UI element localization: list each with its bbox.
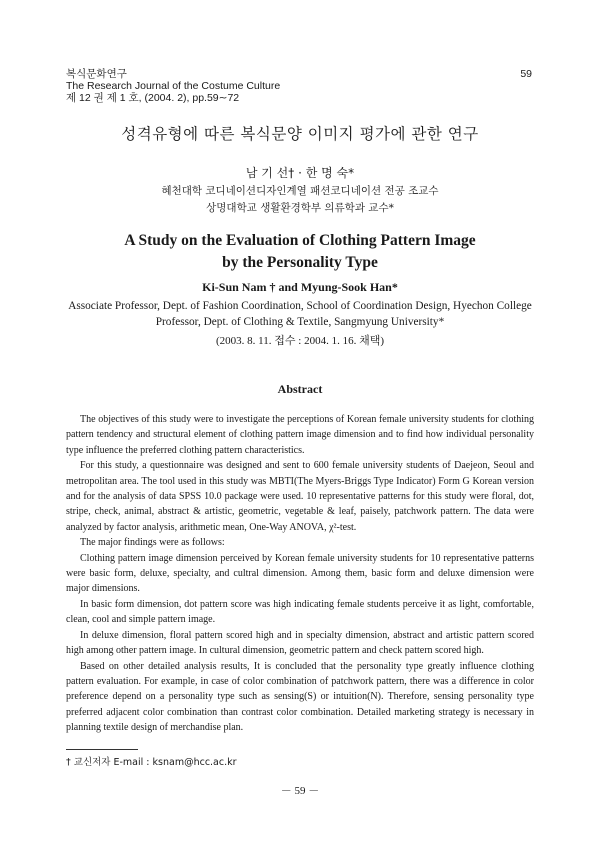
journal-volume-info: 제 12 권 제 1 호, (2004. 2), pp.59∼72	[66, 92, 240, 104]
journal-name-korean: 복식문화연구	[66, 68, 127, 80]
abstract-paragraph: Clothing pattern image dimension perceived by Korean female university students for 10 representative patterns were basic form, deluxe, specialty, and cultral dimension. Among them, basic form and deluxe dimension were major dimensions.	[66, 552, 534, 595]
abstract-paragraph: For this study, a questionnaire was designed and sent to 600 female university students of Daejeon, Seoul and metropolitan area. The tool used in this study was MBTI(The Myers-Briggs Type Indicator) Form G Korean version and for the analysis of data SPSS 10.0 package were used. 10 representative patterns for this study were floral, dot, stripe, check, animal, abstract & artistic, geometric, vegetable & leaf, paisely, patchwork pattern. The data were analyzed by factor analysis, arithmetic mean, One-Way ANOVA, χ²-test.	[66, 460, 534, 533]
journal-header	[66, 68, 280, 104]
title-korean: 성격유형에 따른 복식문양 이미지 평가에 관한 연구	[121, 125, 479, 143]
journal-name-english: The Research Journal of the Costume Culture	[66, 80, 281, 92]
footnote-divider	[66, 749, 138, 750]
abstract-heading: Abstract	[277, 382, 323, 396]
page-number-top: 59	[520, 68, 532, 80]
title-english-line-2: by the Personality Type	[222, 254, 378, 271]
abstract-paragraph: The major findings were as follows:	[80, 537, 225, 549]
abstract-paragraph: Based on other detailed analysis results, It is concluded that the personality type greatly influence clothing pattern evaluation. For example, in case of color combination of patchwork pattern, there was a difference in color preference depend on a personality type such as sensing(S) or intuition(N). Therefore, sensing personality type preferred adjacent color combination than contrast color combination. Detailed marketing strategy is necessary in planning textile design of merchandise plan.	[66, 660, 534, 734]
affiliation-english-1: Associate Professor, Dept. of Fashion Coordination, School of Coordination Design, Hyechon College	[68, 300, 532, 312]
affiliation-english	[60, 298, 540, 330]
footnote: † 교신저자 E-mail : ksnam@hcc.ac.kr	[66, 757, 237, 768]
affiliation-korean-1: 혜천대학 코디네이션디자인계열 패션코디네이션 전공 조교수	[161, 185, 439, 197]
abstract-paragraph: In deluxe dimension, floral pattern scored high and in specialty dimension, abstract and artistic pattern scored high among other pattern image. In cultural dimension, geometric pattern and check pattern scored high.	[66, 629, 534, 657]
authors-english: Ki-Sun Nam † and Myung-Sook Han*	[202, 280, 398, 294]
affiliation-korean-2: 상명대학교 생활환경학부 의류학과 교수*	[206, 202, 394, 214]
received-accepted-dates: (2003. 8. 11. 접수 : 2004. 1. 16. 채택)	[216, 335, 384, 347]
abstract-paragraph: The objectives of this study were to investigate the perceptions of Korean female university students for clothing pattern tendency and structural element of clothing pattern image dimension and to find how individual personality type influence the preferred clothing pattern characteristics.	[66, 414, 534, 456]
affiliation-english-2: Professor, Dept. of Clothing & Textile, Sangmyung University*	[155, 316, 445, 328]
abstract-body	[66, 412, 534, 736]
authors-korean: 남 기 선† · 한 명 숙*	[245, 166, 355, 180]
page-number-bottom: － 59 －	[280, 785, 320, 797]
title-english-line-1: A Study on the Evaluation of Clothing Pattern Image	[124, 232, 476, 249]
title-english	[0, 230, 600, 274]
abstract-paragraph: In basic form dimension, dot pattern score was high indicating female students perceive it as light, comfortable, clean, cool and simple pattern image.	[66, 598, 534, 626]
